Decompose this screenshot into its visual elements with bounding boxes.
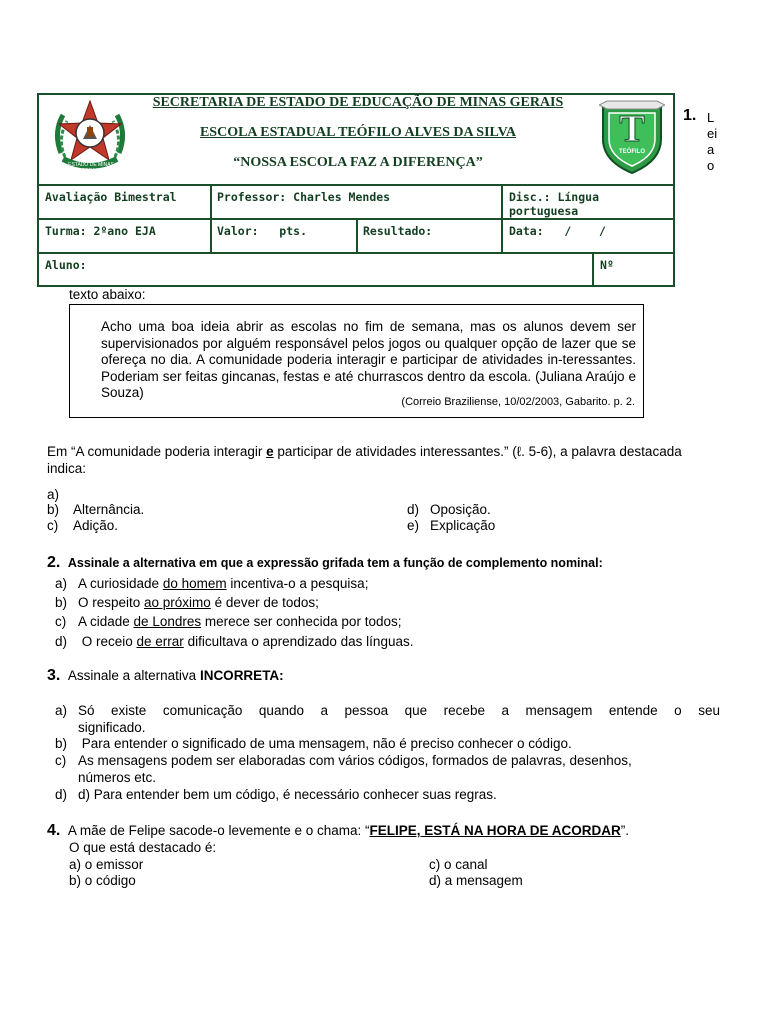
question-4-stem-2: O que está destacado é: — [69, 840, 217, 855]
question-2-stem: 2. Assinale a alternativa em que a expressão grifada tem a função de complemento nominal: — [47, 554, 603, 571]
question-1-side-text: L ei a o — [707, 110, 718, 173]
option-a[interactable]: a) — [47, 487, 60, 502]
numero-field[interactable]: Nº — [600, 258, 614, 272]
question-1-stem: Em “A comunidade poderia interagir e participar de atividades interessantes.” (ℓ. 5-6), a palavra destacada indica: — [47, 444, 682, 476]
quote-box — [69, 304, 644, 418]
valor-field[interactable]: Valor: pts. — [217, 224, 308, 238]
quote-text: Acho uma boa ideia abrir as escolas no fim de semana, mas os alunos devem ser supervisionados por alguém responsável pelos jogos ou qualquer opção de lazer que se ofereça no dia. A comunidade poderia interagir e participar de atividades in-teressantes. Poderiam ser feitas gincanas, festas e até churrascos dentro da escola. (Juliana Araújo e Souza) — [101, 319, 636, 400]
divider — [210, 184, 212, 252]
option-b[interactable]: b) O respeito ao próximo é dever de todos; — [55, 595, 319, 610]
resultado-field[interactable]: Resultado: — [363, 224, 433, 238]
divider — [356, 218, 358, 252]
question-3-stem: 3. Assinale a alternativa INCORRETA: — [47, 667, 284, 684]
header-box — [37, 93, 675, 287]
question-4-stem: 4. A mãe de Felipe sacode-o levemente e o chama: “FELIPE, ESTÁ NA HORA DE ACORDAR”. — [47, 822, 630, 839]
turma-label: Turma: 2ºano EJA — [45, 224, 156, 238]
option-c[interactable]: c) As mensagens podem ser elaboradas com vários códigos, formados de palavras, desenhos, números etc. — [55, 753, 632, 785]
divider — [39, 184, 673, 186]
divider — [39, 252, 673, 254]
option-d[interactable]: d) Oposição. — [407, 502, 491, 517]
seal-caption: ESTADO DE MINAS GERAIS — [68, 162, 114, 174]
logo-caption: TEÓFILO — [619, 149, 645, 155]
disciplina-label: Disc.: Língua portuguesa — [509, 190, 600, 218]
option-b[interactable]: b) Alternância. — [47, 502, 145, 517]
option-a[interactable]: a) A curiosidade do homem incentiva-o a pesquisa; — [55, 576, 369, 591]
option-c[interactable]: c) o canal — [429, 857, 488, 872]
option-e[interactable]: e) Explicação — [407, 518, 496, 533]
option-c[interactable]: c) Adição. — [47, 518, 119, 533]
avaliacao-label: Avaliação Bimestral — [45, 190, 177, 204]
option-b[interactable]: b) Para entender o significado de uma mensagem, não é preciso conhecer o código. — [55, 736, 572, 751]
header-line-3: “NOSSA ESCOLA FAZ A DIFERENÇA” — [233, 155, 483, 170]
question-1-number: 1. — [683, 107, 697, 124]
option-d[interactable]: d) d) Para entender bem um código, é necessário conhecer suas regras. — [55, 787, 497, 802]
logo-letter: T — [619, 108, 645, 150]
option-a[interactable]: a) o emissor — [69, 857, 144, 872]
aluno-field[interactable]: Aluno: — [45, 258, 87, 272]
data-field[interactable]: Data: / / — [509, 224, 606, 238]
option-d[interactable]: d) a mensagem — [429, 873, 523, 888]
professor-label: Professor: Charles Mendes — [217, 190, 391, 204]
header-line-2: ESCOLA ESTADUAL TEÓFILO ALVES DA SILVA — [199, 125, 517, 140]
option-d[interactable]: d) O receio de errar dificultava o aprendizado das línguas. — [55, 634, 414, 649]
divider — [592, 252, 594, 285]
question-1-intro: texto abaixo: — [69, 287, 146, 302]
option-a[interactable]: a) Só existe comunicação quando a pessoa que recebe a mensagem entende o seu significado. — [55, 703, 720, 735]
highlighted-phrase: FELIPE, ESTÁ NA HORA DE ACORDAR — [369, 823, 621, 838]
divider — [501, 184, 503, 252]
highlighted-word: e — [266, 444, 274, 459]
option-b[interactable]: b) o código — [69, 873, 136, 888]
option-c[interactable]: c) A cidade de Londres merece ser conhecida por todos; — [55, 614, 402, 629]
header-line-1: SECRETARIA DE ESTADO DE EDUCAÇÃO DE MINAS GERAIS — [152, 95, 564, 110]
quote-source: (Correio Braziliense, 10/02/2003, Gabarito. p. 2. — [401, 396, 635, 408]
